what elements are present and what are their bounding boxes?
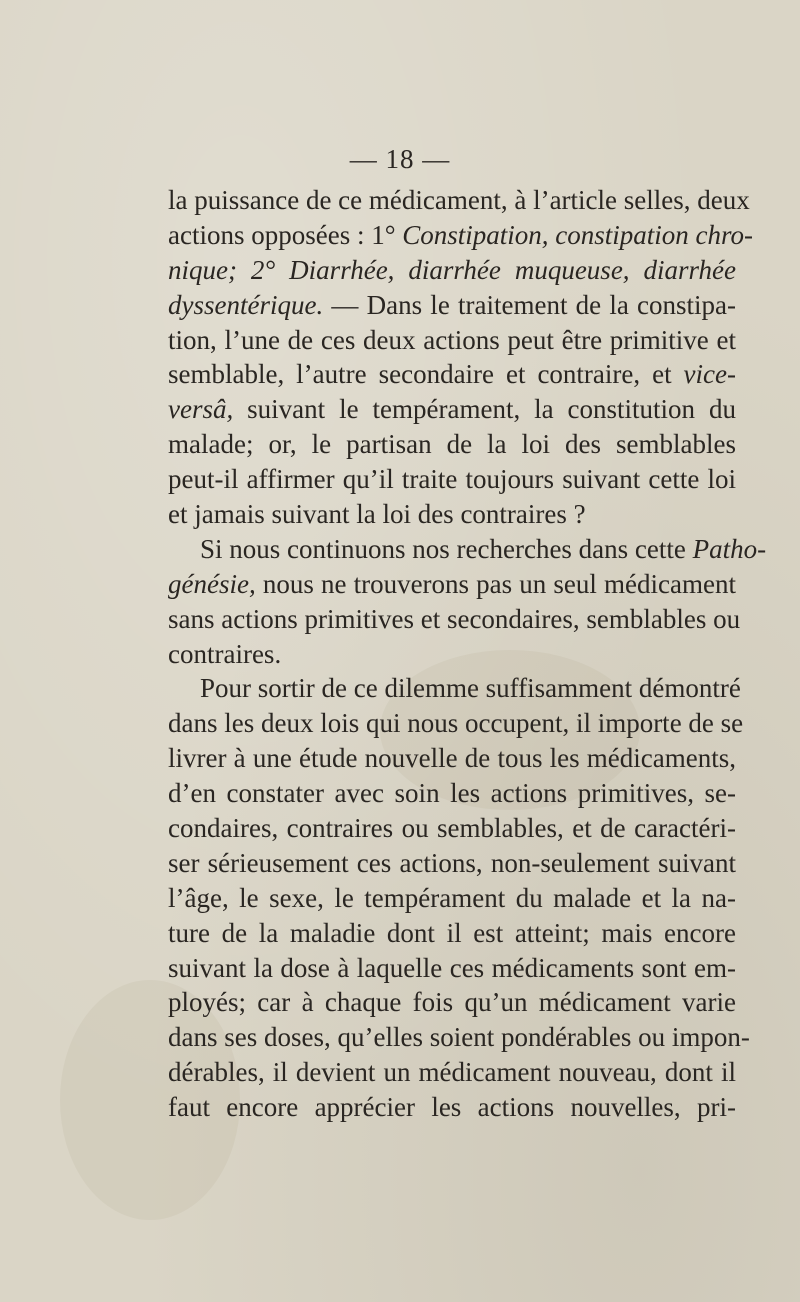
- text-line: actions opposées : 1° Constipation, constipation chro-: [168, 219, 754, 250]
- text-line: ser sérieusement ces actions, non-seulement suivant: [168, 847, 736, 878]
- text-line: dans les deux lois qui nous occupent, il importe de se: [168, 708, 744, 739]
- text-line: versâ, suivant le tempérament, la constitution du: [168, 394, 736, 425]
- text-line: tion, l’une de ces deux actions peut être primitive et: [168, 324, 736, 355]
- text-line: et jamais suivant la loi des contraires ?: [168, 499, 586, 530]
- text-line: nique; 2° Diarrhée, diarrhée muqueuse, diarrhée: [168, 254, 736, 285]
- text-line: Si nous continuons nos recherches dans cette Patho-: [200, 533, 767, 564]
- text-line: génésie, nous ne trouverons pas un seul médicament: [168, 568, 736, 599]
- text-line: dans ses doses, qu’elles soient pondérables ou impon-: [168, 1022, 750, 1053]
- text-line: d’en constater avec soin les actions primitives, se-: [168, 778, 736, 809]
- text-line: livrer à une étude nouvelle de tous les médicaments,: [168, 743, 736, 774]
- text-line: sans actions primitives et secondaires, semblables ou: [168, 603, 741, 634]
- text-line: l’âge, le sexe, le tempérament du malade et la na-: [168, 882, 736, 913]
- text-line: faut encore apprécier les actions nouvelles, pri-: [168, 1092, 736, 1123]
- text-line: ture de la maladie dont il est atteint; mais encore: [168, 917, 736, 948]
- text-line: semblable, l’autre secondaire et contraire, et vice-: [168, 359, 736, 390]
- text-line: la puissance de ce médicament, à l’article selles, deux: [168, 185, 750, 215]
- text-line: ployés; car à chaque fois qu’un médicament varie: [168, 987, 736, 1018]
- body-text: [168, 183, 767, 1125]
- text-line: Pour sortir de ce dilemme suffisamment démontré: [200, 673, 741, 704]
- text-line: contraires.: [168, 638, 282, 669]
- text-line: dérables, il devient un médicament nouveau, dont il: [168, 1057, 736, 1088]
- text-line: suivant la dose à laquelle ces médicaments sont em-: [168, 952, 736, 983]
- text-line: condaires, contraires ou semblables, et de caractéri-: [168, 813, 736, 844]
- page-number: — 18 —: [349, 144, 451, 174]
- text-line: peut-il affirmer qu’il traite toujours suivant cette loi: [168, 464, 736, 495]
- text-line: malade; or, le partisan de la loi des semblables: [168, 429, 736, 460]
- text-line: dyssentérique. — Dans le traitement de la constipa-: [168, 289, 736, 320]
